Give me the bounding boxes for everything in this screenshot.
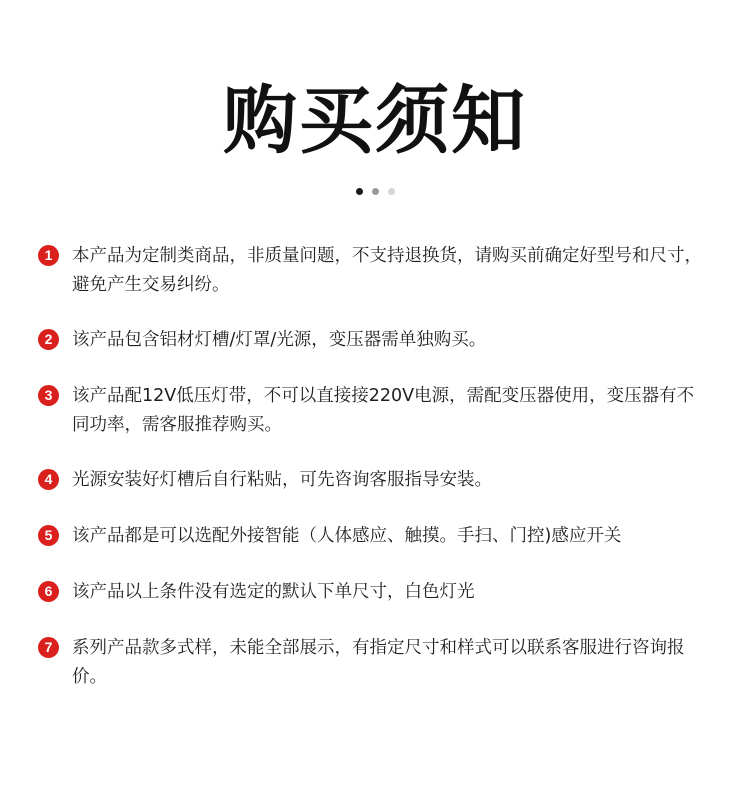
number-badge-icon: 4 <box>38 469 59 490</box>
notice-text: 本产品为定制类商品，非质量问题，不支持退换货，请购买前确定好型号和尺寸，避免产生交易纠纷。 <box>72 246 702 295</box>
notice-text: 该产品配12V低压灯带，不可以直接接220V电源，需配变压器使用，变压器有不同功率，需客服推荐购买。 <box>72 386 695 435</box>
notice-item-5 <box>38 522 710 551</box>
notice-text: 系列产品款多式样，未能全部展示，有指定尺寸和样式可以联系客服进行咨询报价。 <box>72 638 685 687</box>
notice-item-1 <box>38 242 710 300</box>
notice-item-3 <box>38 382 710 440</box>
page-title: 购买须知 <box>223 78 527 164</box>
number-badge-icon: 1 <box>38 245 59 266</box>
number-badge-icon: 6 <box>38 581 59 602</box>
carousel-dot-1[interactable] <box>356 188 363 195</box>
notice-text: 该产品以上条件没有选定的默认下单尺寸，白色灯光 <box>72 582 475 602</box>
number-badge-icon: 2 <box>38 329 59 350</box>
notice-text: 光源安装好灯槽后自行粘贴，可先咨询客服指导安装。 <box>72 470 492 490</box>
notice-item-4 <box>38 466 710 495</box>
notice-text: 该产品都是可以选配外接智能（人体感应、触摸。手扫、门控)感应开关 <box>72 526 622 546</box>
notice-item-6 <box>38 578 710 607</box>
number-badge-icon: 5 <box>38 525 59 546</box>
carousel-indicator <box>0 188 750 195</box>
carousel-dot-2[interactable] <box>372 188 379 195</box>
number-badge-icon: 7 <box>38 637 59 658</box>
notice-item-7 <box>38 634 710 692</box>
carousel-dot-3[interactable] <box>388 188 395 195</box>
number-badge-icon: 3 <box>38 385 59 406</box>
notice-item-2 <box>38 326 710 355</box>
notice-text: 该产品包含铝材灯槽/灯罩/光源，变压器需单独购买。 <box>72 330 487 350</box>
